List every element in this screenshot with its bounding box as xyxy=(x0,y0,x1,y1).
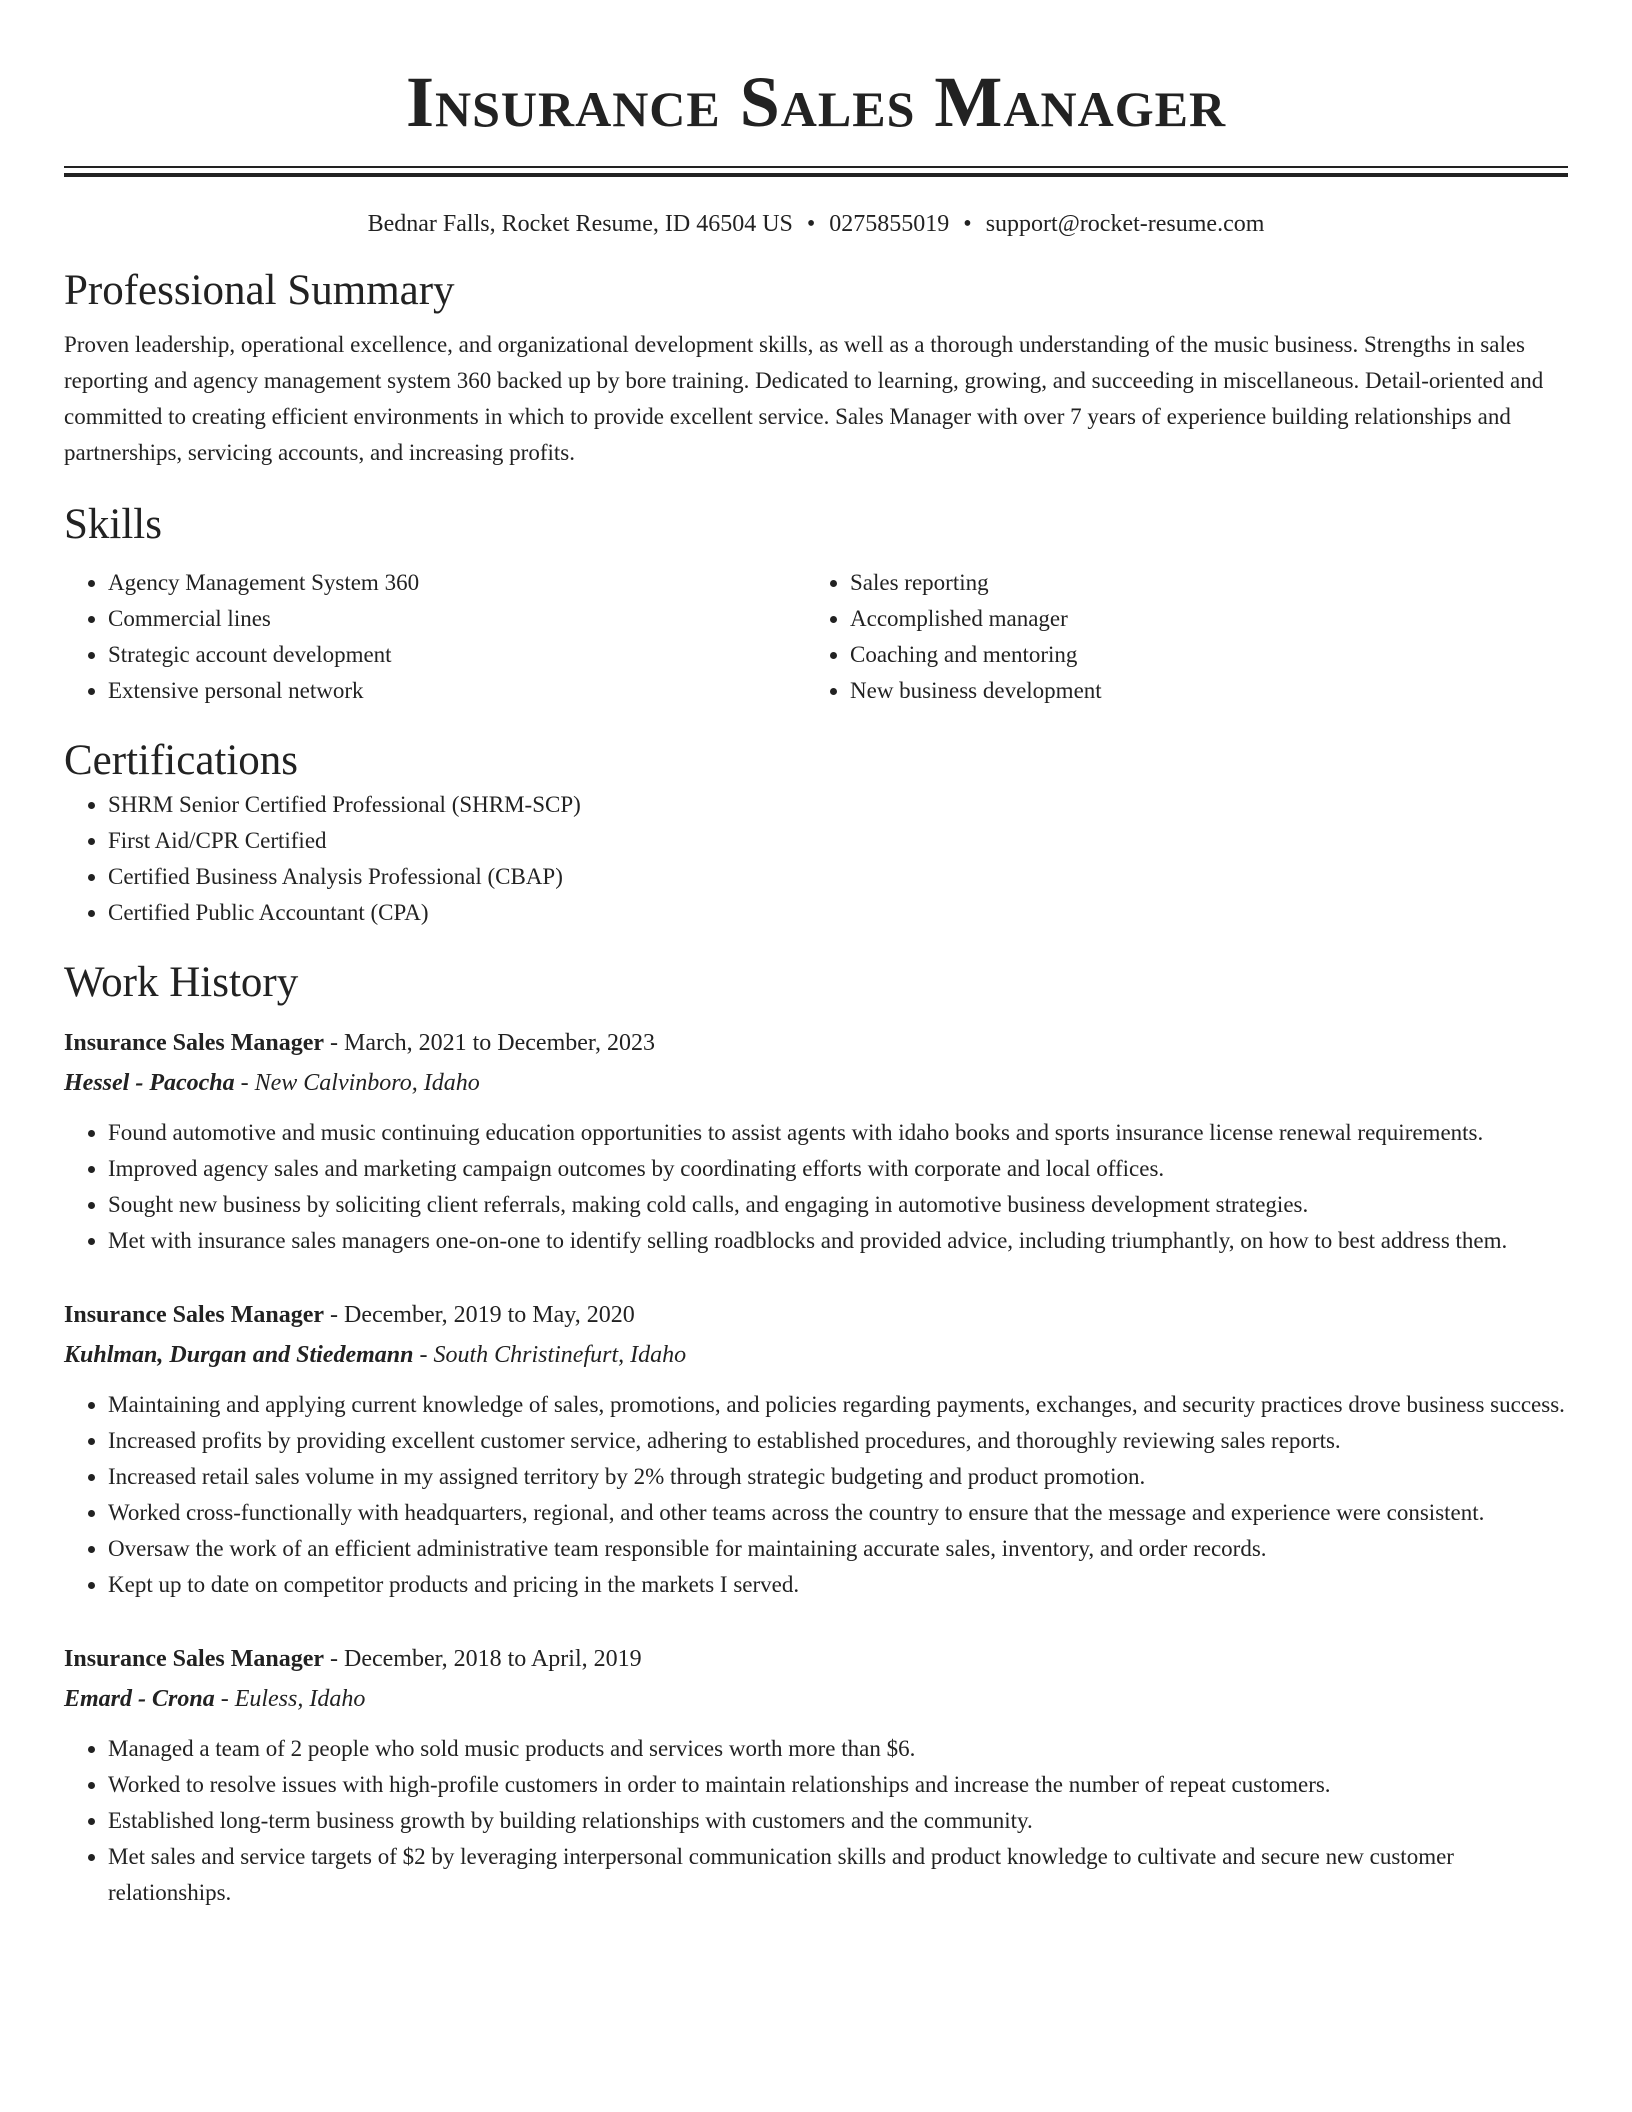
job-duty-item: • Worked to resolve issues with high-profile customers in order to maintain relationships and increase the number of repeat customers. xyxy=(108,1767,1568,1803)
job-dates: - March, 2021 to December, 2023 xyxy=(324,1030,655,1056)
certification-item: • First Aid/CPR Certified xyxy=(108,823,1568,859)
job-dates: - December, 2018 to April, 2019 xyxy=(324,1646,642,1672)
certification-item: • Certified Business Analysis Professional (CBAP) xyxy=(108,859,1568,895)
job-title: Insurance Sales Manager xyxy=(64,1646,324,1672)
job-duty-item: • Sought new business by soliciting client referrals, making cold calls, and engaging in automotive business development strategies. xyxy=(108,1187,1568,1223)
job-duty-item: • Maintaining and applying current knowledge of sales, promotions, and policies regarding payments, exchanges, and security practices drove business success. xyxy=(108,1387,1568,1423)
job-location: - Euless, Idaho xyxy=(214,1686,366,1712)
skills-column-right xyxy=(806,565,1548,709)
job-duty-item: • Found automotive and music continuing education opportunities to assist agents with idaho books and sports insurance license renewal requirements. xyxy=(108,1115,1568,1151)
job-employer: Hessel - Pacocha xyxy=(64,1070,235,1096)
title-divider xyxy=(64,166,1568,177)
skill-item: • Accomplished manager xyxy=(850,601,1548,637)
skill-item: • Coaching and mentoring xyxy=(850,637,1548,673)
job-entry xyxy=(64,1023,1568,1259)
skill-item: • Sales reporting xyxy=(850,565,1548,601)
skills-heading: Skills xyxy=(64,501,162,548)
contact-email: support@rocket-resume.com xyxy=(985,211,1265,237)
job-duties-list xyxy=(64,1387,1568,1603)
contact-line xyxy=(64,209,1568,239)
job-duty-item: • Established long-term business growth by building relationships with customers and the community. xyxy=(108,1803,1568,1839)
skills-column-left xyxy=(64,565,806,709)
job-duties-list xyxy=(64,1731,1568,1911)
job-duty-item: • Met sales and service targets of $2 by leveraging interpersonal communication skills and product knowledge to cultivate and secure new customer relationships. xyxy=(108,1839,1568,1911)
contact-separator: • xyxy=(963,211,972,237)
job-location: - New Calvinboro, Idaho xyxy=(234,1070,480,1096)
skill-item: • Strategic account development xyxy=(108,637,806,673)
job-title-line xyxy=(64,1639,1568,1679)
job-duty-item: • Kept up to date on competitor products and pricing in the markets I served. xyxy=(108,1567,1568,1603)
job-duty-item: • Increased retail sales volume in my assigned territory by 2% through strategic budgeting and product promotion. xyxy=(108,1459,1568,1495)
contact-phone: 0275855019 xyxy=(829,211,950,237)
certifications-list xyxy=(64,787,1568,931)
contact-address: Bednar Falls, Rocket Resume, ID 46504 US xyxy=(367,211,793,237)
job-employer-line xyxy=(64,1335,1568,1375)
job-duty-item: • Increased profits by providing excellent customer service, adhering to established procedures, and thoroughly reviewing sales reports. xyxy=(108,1423,1568,1459)
work-history-heading: Work History xyxy=(64,959,299,1006)
job-duty-item: • Managed a team of 2 people who sold music products and services worth more than $6. xyxy=(108,1731,1568,1767)
job-title-line xyxy=(64,1023,1568,1063)
skills-list-right xyxy=(806,565,1548,709)
job-title-line xyxy=(64,1295,1568,1335)
job-dates: - December, 2019 to May, 2020 xyxy=(324,1302,635,1328)
certifications-heading: Certifications xyxy=(64,737,299,784)
job-title: Insurance Sales Manager xyxy=(64,1302,324,1328)
summary-text: Proven leadership, operational excellence, and organizational development skills, as well as a thorough understanding of the music business. Strengths in sales reporting and agency management system 360 backed up by bore training. Dedicated to learning, growing, and succeeding in miscellaneous. Detail-oriented and committed to creating efficient environments in which to provide excellent service. Sales Manager with over 7 years of experience building relationships and partnerships, servicing accounts, and increasing profits. xyxy=(64,332,1544,465)
job-employer-line xyxy=(64,1063,1568,1103)
skill-item: • Commercial lines xyxy=(108,601,806,637)
job-employer: Kuhlman, Durgan and Stiedemann xyxy=(64,1342,414,1368)
job-location: - South Christinefurt, Idaho xyxy=(413,1342,687,1368)
job-title: Insurance Sales Manager xyxy=(64,1030,324,1056)
job-duty-item: • Met with insurance sales managers one-on-one to identify selling roadblocks and provided advice, including triumphantly, on how to best address them. xyxy=(108,1223,1568,1259)
job-employer-line xyxy=(64,1679,1568,1719)
skill-item: • New business development xyxy=(850,673,1548,709)
skills-grid xyxy=(64,565,1568,709)
job-duty-item: • Worked cross-functionally with headquarters, regional, and other teams across the country to ensure that the message and experience were consistent. xyxy=(108,1495,1568,1531)
job-duties-list xyxy=(64,1115,1568,1259)
job-employer: Emard - Crona xyxy=(64,1686,215,1712)
certification-item: • Certified Public Accountant (CPA) xyxy=(108,895,1568,931)
skills-list-left xyxy=(64,565,806,709)
skill-item: • Agency Management System 360 xyxy=(108,565,806,601)
contact-separator: • xyxy=(806,211,816,237)
job-duty-item: • Oversaw the work of an efficient administrative team responsible for maintaining accurate sales, inventory, and order records. xyxy=(108,1531,1568,1567)
skill-item: • Extensive personal network xyxy=(108,673,806,709)
resume-title: Insurance Sales Manager xyxy=(405,62,1227,142)
job-entry xyxy=(64,1639,1568,1911)
job-duty-item: • Improved agency sales and marketing campaign outcomes by coordinating efforts with corporate and local offices. xyxy=(108,1151,1568,1187)
certification-item: • SHRM Senior Certified Professional (SHRM-SCP) xyxy=(108,787,1568,823)
job-entry xyxy=(64,1295,1568,1603)
summary-heading: Professional Summary xyxy=(64,267,455,314)
